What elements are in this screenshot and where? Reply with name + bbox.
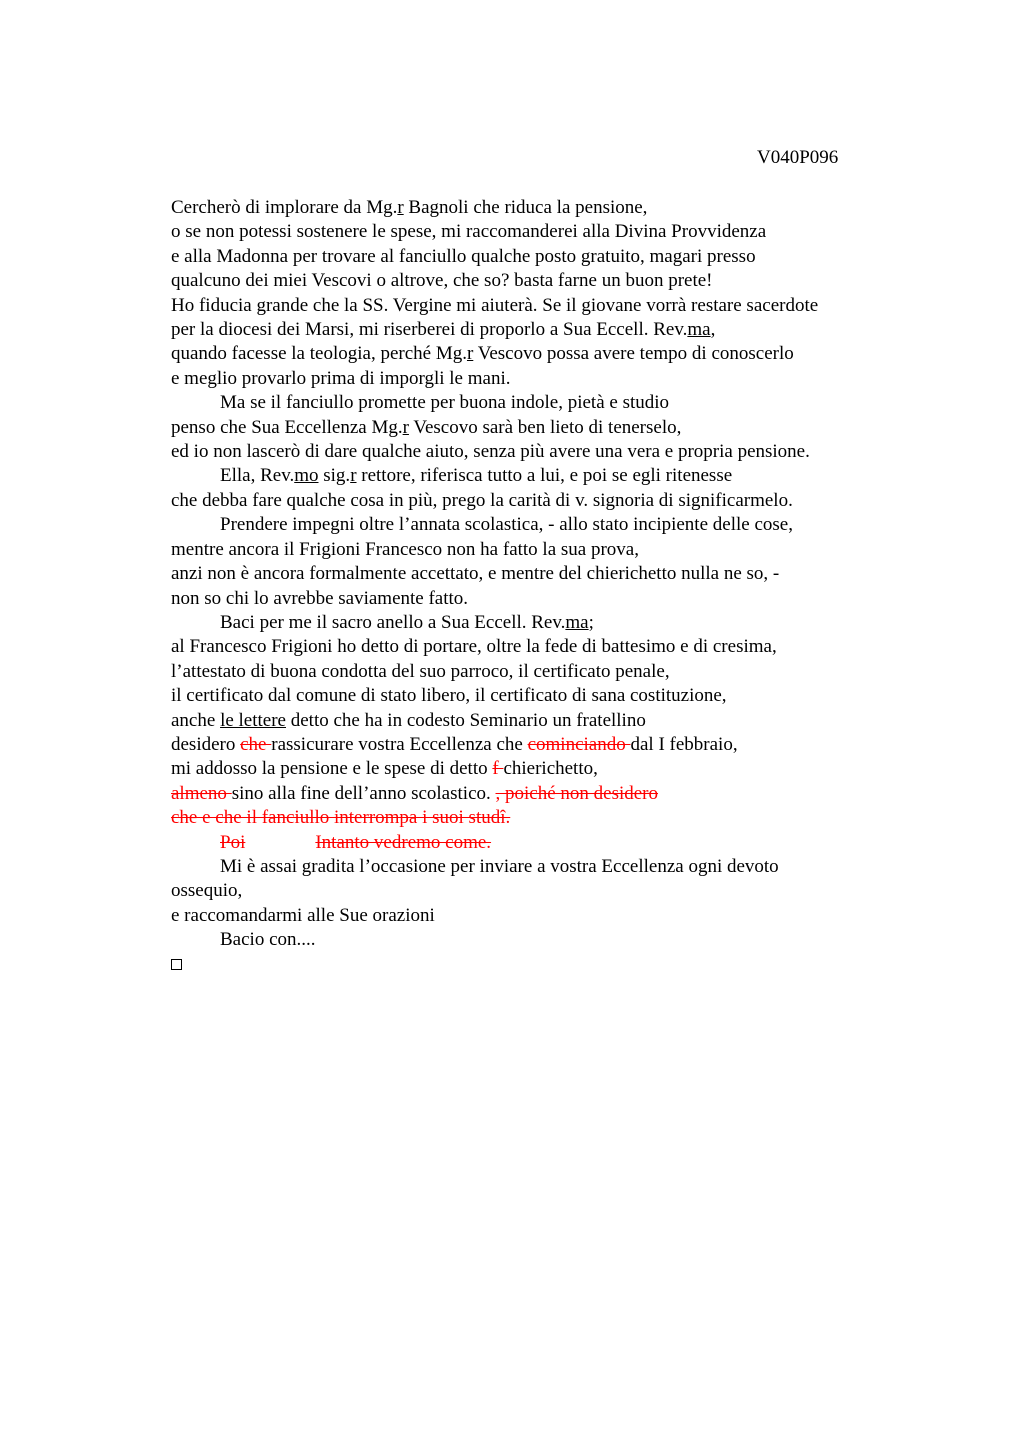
letter-line: anzi non è ancora formalmente accettato, e mentre del chierichetto nulla ne so, -: [171, 563, 780, 585]
letter-line: [171, 416, 891, 440]
underlined-abbrev: ma: [687, 319, 711, 341]
letter-line: ossequio,: [171, 880, 243, 902]
text-segment: sig.: [318, 465, 351, 487]
text-segment: anche: [171, 709, 221, 731]
text-segment: per la diocesi dei Marsi, mi riserberei di proporlo a Sua Eccell. Rev.: [171, 319, 688, 341]
text-segment: ,: [710, 319, 716, 341]
letter-line: Ho fiducia grande che la SS. Vergine mi aiuterà. Se il giovane vorrà restare sacerdote: [171, 294, 819, 316]
letter-line: [171, 196, 891, 220]
letter-line: [171, 611, 891, 635]
letter-line: Prendere impegni oltre l’annata scolastica, - allo stato incipiente delle cose,: [220, 514, 793, 536]
letter-line: o se non potessi sostenere le spese, mi raccomanderei alla Divina Provvidenza: [171, 221, 767, 243]
underlined-abbrev: mo: [294, 465, 319, 487]
letter-line: l’attestato di buona condotta del suo parroco, il certificato penale,: [171, 660, 670, 682]
deleted-text: almeno: [171, 782, 232, 804]
underlined-abbrev: ma: [565, 611, 589, 633]
text-segment: sino alla fine dell’anno scolastico.: [231, 782, 496, 804]
underlined-abbrev: r: [466, 343, 474, 365]
text-segment: rettore, riferisca tutto a lui, e poi se egli ritenesse: [356, 465, 733, 487]
text-segment: quando facesse la teologia, perché Mg.: [171, 343, 467, 365]
letter-line: mentre ancora il Frigioni Francesco non ha fatto la sua prova,: [171, 538, 639, 560]
deleted-text: , poiché non desidero: [495, 782, 659, 804]
letter-line: [171, 831, 891, 855]
letter-line: che debba fare qualche cosa in più, prego la carità di v. signoria di significarmelo.: [171, 489, 793, 511]
text-segment: rassicurare vostra Eccellenza che: [271, 733, 528, 755]
deleted-text: cominciando: [527, 733, 631, 755]
letter-line: qualcuno dei miei Vescovi o altrove, che so? basta farne un buon prete!: [171, 270, 713, 292]
text-segment: Bagnoli che riduca la pensione,: [403, 197, 648, 218]
letter-line: Mi è assai gradita l’occasione per inviare a vostra Eccellenza ogni devoto: [220, 855, 779, 877]
letter-line: [171, 342, 891, 366]
deleted-text: che: [240, 733, 272, 755]
underlined-phrase: le lettere: [220, 709, 286, 731]
document-code: V040P096: [757, 147, 839, 168]
letter-line: [171, 953, 891, 977]
text-segment: penso che Sua Eccellenza Mg.: [171, 416, 403, 438]
text-segment: detto che ha in codesto Seminario un fratellino: [286, 709, 646, 731]
letter-body: [171, 196, 891, 977]
deleted-line: che e che il fanciullo interrompa i suoi studî.: [171, 807, 511, 829]
letter-line: e alla Madonna per trovare al fanciullo qualche posto gratuito, magari presso: [171, 245, 756, 267]
text-segment: Vescovo possa avere tempo di conoscerlo: [473, 343, 794, 365]
text-segment: dal I febbraio,: [630, 733, 738, 755]
letter-line: al Francesco Frigioni ho detto di portare, oltre la fede di battesimo e di cresima,: [171, 636, 777, 658]
letter-line: e meglio provarlo prima di imporgli le mani.: [171, 367, 511, 389]
letter-line: il certificato dal comune di stato libero, il certificato di sana costituzione,: [171, 685, 727, 707]
underlined-abbrev: r: [350, 465, 357, 487]
letter-line: [171, 709, 891, 733]
letter-line: Bacio con....: [220, 929, 316, 951]
text-segment: desidero: [171, 733, 241, 755]
text-segment: Baci per me il sacro anello a Sua Eccell. Rev.: [220, 611, 566, 633]
text-segment: chierichetto,: [503, 758, 598, 780]
text-segment: ;: [588, 611, 594, 633]
letter-line: [171, 318, 891, 342]
letter-line: [171, 733, 891, 757]
deleted-text: Intanto vedremo come.: [315, 831, 492, 853]
letter-line: Ma se il fanciullo promette per buona indole, pietà e studio: [220, 392, 670, 414]
underlined-abbrev: r: [397, 197, 404, 218]
text-segment: mi addosso la pensione e le spese di detto: [171, 758, 493, 780]
deleted-text: Poi: [220, 831, 246, 853]
letter-line: [171, 782, 891, 806]
letter-line: ed io non lascerò di dare qualche aiuto, senza più avere una vera e propria pensione.: [171, 441, 810, 463]
text-segment: Vescovo sarà ben lieto di tenerselo,: [408, 416, 682, 438]
checkbox-icon: [171, 959, 182, 970]
letter-line: non so chi lo avrebbe saviamente fatto.: [171, 587, 469, 609]
deleted-text: f: [492, 758, 504, 780]
text-segment: Ella, Rev.: [220, 465, 295, 487]
letter-line: [171, 464, 891, 488]
underlined-abbrev: r: [402, 416, 409, 438]
letter-line: [171, 757, 891, 781]
letter-line: e raccomandarmi alle Sue orazioni: [171, 904, 435, 926]
text-segment: Cercherò di implorare da Mg.: [171, 197, 398, 218]
